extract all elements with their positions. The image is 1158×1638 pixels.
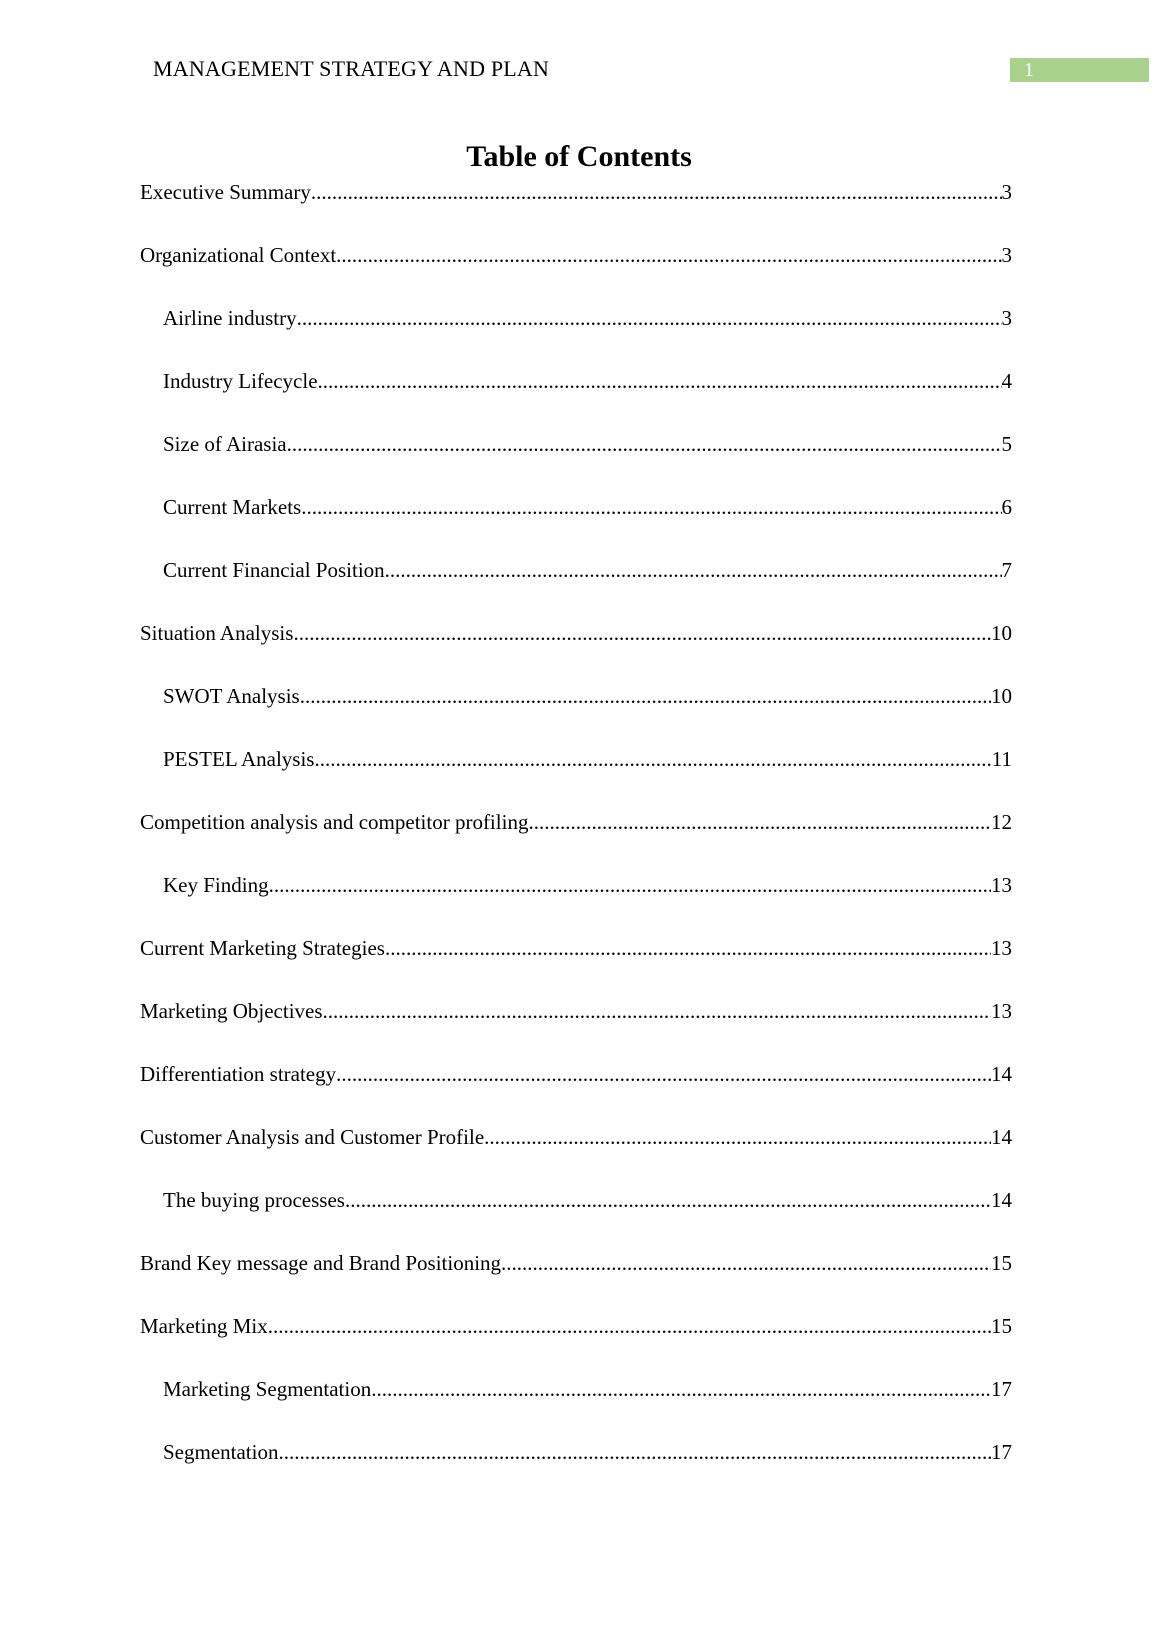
toc-entry-page: 14 bbox=[991, 1188, 1012, 1212]
toc-entry-text[interactable]: SWOT Analysis bbox=[163, 684, 300, 708]
toc-entry-text[interactable]: Marketing Objectives bbox=[140, 999, 323, 1023]
toc-entry-page: 10 bbox=[991, 621, 1012, 645]
toc-entry-text[interactable]: Organizational Context bbox=[140, 243, 337, 267]
toc-dot-leader bbox=[484, 1121, 991, 1153]
toc-entry-page: 3 bbox=[1001, 306, 1012, 330]
toc-entry-page: 14 bbox=[991, 1062, 1012, 1086]
toc-dot-leader bbox=[385, 932, 991, 964]
toc-entry-page: 15 bbox=[991, 1251, 1012, 1275]
toc-entry-page: 13 bbox=[991, 936, 1012, 960]
toc-entry-text[interactable]: Industry Lifecycle bbox=[163, 369, 318, 393]
toc-entry-text[interactable]: Key Finding bbox=[163, 873, 269, 897]
toc-entry[interactable] bbox=[140, 239, 1012, 302]
toc-list bbox=[140, 176, 1012, 1499]
toc-entry-page: 7 bbox=[1001, 558, 1012, 582]
toc-dot-leader bbox=[336, 239, 1001, 271]
toc-entry[interactable] bbox=[140, 1373, 1012, 1436]
toc-entry-page: 13 bbox=[991, 873, 1012, 897]
toc-dot-leader bbox=[314, 743, 991, 775]
toc-dot-leader bbox=[336, 1058, 991, 1090]
toc-entry-page: 15 bbox=[991, 1314, 1012, 1338]
toc-dot-leader bbox=[311, 176, 1002, 208]
toc-entry-text[interactable]: Competition analysis and competitor profiling bbox=[140, 810, 529, 834]
toc-dot-leader bbox=[345, 1184, 991, 1216]
toc-entry[interactable] bbox=[140, 176, 1012, 239]
toc-dot-leader bbox=[278, 1436, 991, 1468]
toc-entry-text[interactable]: Brand Key message and Brand Positioning bbox=[140, 1251, 502, 1275]
toc-entry-text[interactable]: Marketing Segmentation bbox=[163, 1377, 372, 1401]
toc-entry-page: 13 bbox=[991, 999, 1012, 1023]
toc-dot-leader bbox=[297, 302, 1002, 334]
toc-dot-leader bbox=[300, 680, 991, 712]
toc-entry[interactable] bbox=[140, 932, 1012, 995]
toc-dot-leader bbox=[371, 1373, 991, 1405]
toc-entry-page: 17 bbox=[991, 1440, 1012, 1464]
toc-entry[interactable] bbox=[140, 302, 1012, 365]
toc-entry[interactable] bbox=[140, 365, 1012, 428]
toc-dot-leader bbox=[287, 428, 1002, 460]
toc-entry-text[interactable]: Situation Analysis bbox=[140, 621, 294, 645]
toc-entry-page: 17 bbox=[991, 1377, 1012, 1401]
page-number: 1 bbox=[1010, 58, 1149, 82]
toc-entry-text[interactable]: PESTEL Analysis bbox=[163, 747, 315, 771]
toc-entry-text[interactable]: The buying processes bbox=[163, 1188, 345, 1212]
toc-title: Table of Contents bbox=[466, 140, 692, 173]
toc-entry[interactable] bbox=[140, 617, 1012, 680]
toc-entry-page: 4 bbox=[1001, 369, 1012, 393]
toc-entry-text[interactable]: Current Financial Position bbox=[163, 558, 385, 582]
running-header-title: MANAGEMENT STRATEGY AND PLAN bbox=[153, 56, 550, 81]
toc-dot-leader bbox=[528, 806, 991, 838]
toc-entry-page: 3 bbox=[1001, 243, 1012, 267]
toc-entry[interactable] bbox=[140, 1058, 1012, 1121]
toc-entry[interactable] bbox=[140, 806, 1012, 869]
toc-dot-leader bbox=[269, 869, 991, 901]
toc-entry[interactable] bbox=[140, 680, 1012, 743]
toc-entry-page: 6 bbox=[1001, 495, 1012, 519]
toc-entry-text[interactable]: Executive Summary bbox=[140, 180, 311, 204]
toc-entry[interactable] bbox=[140, 1310, 1012, 1373]
toc-dot-leader bbox=[268, 1310, 991, 1342]
toc-entry-page: 5 bbox=[1001, 432, 1012, 456]
toc-dot-leader bbox=[323, 995, 991, 1027]
toc-entry[interactable] bbox=[140, 1121, 1012, 1184]
toc-dot-leader bbox=[385, 554, 1002, 586]
toc-dot-leader bbox=[301, 491, 1001, 523]
toc-entry-text[interactable]: Differentiation strategy bbox=[140, 1062, 337, 1086]
toc-entry-page: 14 bbox=[991, 1125, 1012, 1149]
toc-entry[interactable] bbox=[140, 995, 1012, 1058]
toc-entry-text[interactable]: Customer Analysis and Customer Profile bbox=[140, 1125, 485, 1149]
toc-dot-leader bbox=[293, 617, 991, 649]
toc-entry[interactable] bbox=[140, 554, 1012, 617]
toc-entry-text[interactable]: Current Markets bbox=[163, 495, 302, 519]
toc-entry-page: 3 bbox=[1001, 180, 1012, 204]
toc-entry-page: 11 bbox=[991, 747, 1012, 771]
toc-entry[interactable] bbox=[140, 1247, 1012, 1310]
toc-entry-text[interactable]: Marketing Mix bbox=[140, 1314, 268, 1338]
toc-entry[interactable] bbox=[140, 1184, 1012, 1247]
toc-entry-page: 12 bbox=[991, 810, 1012, 834]
toc-entry[interactable] bbox=[140, 491, 1012, 554]
toc-entry-text[interactable]: Segmentation bbox=[163, 1440, 279, 1464]
toc-dot-leader bbox=[501, 1247, 991, 1279]
toc-entry-text[interactable]: Airline industry bbox=[163, 306, 297, 330]
toc-entry[interactable] bbox=[140, 428, 1012, 491]
toc-entry[interactable] bbox=[140, 743, 1012, 806]
toc-dot-leader bbox=[318, 365, 1002, 397]
toc-entry-page: 10 bbox=[991, 684, 1012, 708]
toc-entry[interactable] bbox=[140, 1436, 1012, 1499]
toc-entry-text[interactable]: Current Marketing Strategies bbox=[140, 936, 385, 960]
toc-entry-text[interactable]: Size of Airasia bbox=[163, 432, 287, 456]
toc-entry[interactable] bbox=[140, 869, 1012, 932]
